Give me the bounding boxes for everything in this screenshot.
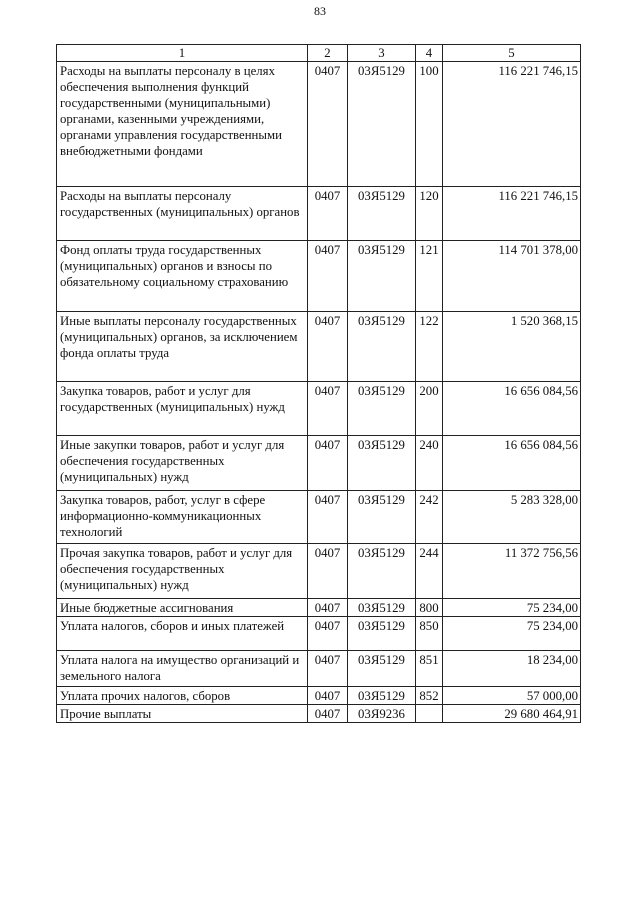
row-section: 0407 (308, 617, 348, 651)
row-amount: 18 234,00 (443, 651, 581, 687)
row-amount: 11 372 756,56 (443, 544, 581, 599)
table-row (57, 382, 581, 436)
row-section: 0407 (308, 382, 348, 436)
row-name: Закупка товаров, работ и услуг для государственных (муниципальных) нужд (57, 382, 308, 436)
row-name: Иные выплаты персоналу государственных (муниципальных) органов, за исключением фонда оплаты труда (57, 312, 308, 382)
row-article: 03Я5129 (348, 651, 416, 687)
row-article: 03Я9236 (348, 705, 416, 723)
row-section: 0407 (308, 687, 348, 705)
row-type: 200 (416, 382, 443, 436)
row-amount: 5 283 328,00 (443, 491, 581, 544)
row-article: 03Я5129 (348, 436, 416, 491)
table-row (57, 687, 581, 705)
row-section: 0407 (308, 436, 348, 491)
row-name: Фонд оплаты труда государственных (муниципальных) органов и взносы по обязательному социальному страхованию (57, 241, 308, 312)
row-type: 244 (416, 544, 443, 599)
row-article: 03Я5129 (348, 241, 416, 312)
row-name: Прочая закупка товаров, работ и услуг для обеспечения государственных (муниципальных) нужд (57, 544, 308, 599)
row-section: 0407 (308, 62, 348, 187)
row-type (416, 705, 443, 723)
row-name: Иные бюджетные ассигнования (57, 599, 308, 617)
row-article: 03Я5129 (348, 62, 416, 187)
row-name: Уплата прочих налогов, сборов (57, 687, 308, 705)
row-article: 03Я5129 (348, 617, 416, 651)
row-name: Расходы на выплаты персоналу государственных (муниципальных) органов (57, 187, 308, 241)
row-amount: 114 701 378,00 (443, 241, 581, 312)
row-name: Прочие выплаты (57, 705, 308, 723)
row-type: 240 (416, 436, 443, 491)
table-row (57, 617, 581, 651)
table-header-row (57, 45, 581, 62)
column-header-type: 4 (416, 45, 443, 62)
row-section: 0407 (308, 651, 348, 687)
row-name: Уплата налогов, сборов и иных платежей (57, 617, 308, 651)
row-article: 03Я5129 (348, 312, 416, 382)
row-article: 03Я5129 (348, 599, 416, 617)
row-amount: 75 234,00 (443, 617, 581, 651)
table-row (57, 705, 581, 723)
table-row (57, 312, 581, 382)
row-section: 0407 (308, 544, 348, 599)
row-type: 121 (416, 241, 443, 312)
row-section: 0407 (308, 241, 348, 312)
table-row (57, 599, 581, 617)
row-section: 0407 (308, 312, 348, 382)
table-row (57, 491, 581, 544)
row-type: 851 (416, 651, 443, 687)
row-article: 03Я5129 (348, 382, 416, 436)
row-type: 852 (416, 687, 443, 705)
row-name: Уплата налога на имущество организаций и земельного налога (57, 651, 308, 687)
row-article: 03Я5129 (348, 491, 416, 544)
table-row (57, 651, 581, 687)
table-row (57, 544, 581, 599)
table-row (57, 436, 581, 491)
row-type: 120 (416, 187, 443, 241)
row-section: 0407 (308, 705, 348, 723)
row-amount: 57 000,00 (443, 687, 581, 705)
row-type: 850 (416, 617, 443, 651)
row-name: Иные закупки товаров, работ и услуг для обеспечения государственных (муниципальных) нужд (57, 436, 308, 491)
budget-table (56, 44, 581, 723)
page-number: 83 (314, 4, 326, 18)
table-row (57, 187, 581, 241)
row-type: 100 (416, 62, 443, 187)
row-article: 03Я5129 (348, 687, 416, 705)
row-section: 0407 (308, 491, 348, 544)
row-type: 122 (416, 312, 443, 382)
row-amount: 116 221 746,15 (443, 62, 581, 187)
table-row (57, 241, 581, 312)
column-header-section: 2 (308, 45, 348, 62)
row-amount: 116 221 746,15 (443, 187, 581, 241)
row-amount: 16 656 084,56 (443, 436, 581, 491)
row-name: Закупка товаров, работ, услуг в сфере информационно-коммуникационных технологий (57, 491, 308, 544)
row-name: Расходы на выплаты персоналу в целях обеспечения выполнения функций государственными (муниципальными) органами, казенными учреждениями, органами управления государственными внебюджетными фондами (57, 62, 308, 187)
row-amount: 1 520 368,15 (443, 312, 581, 382)
column-header-name: 1 (57, 45, 308, 62)
row-type: 242 (416, 491, 443, 544)
row-amount: 75 234,00 (443, 599, 581, 617)
row-article: 03Я5129 (348, 544, 416, 599)
column-header-amount: 5 (443, 45, 581, 62)
row-section: 0407 (308, 187, 348, 241)
row-amount: 29 680 464,91 (443, 705, 581, 723)
row-section: 0407 (308, 599, 348, 617)
row-amount: 16 656 084,56 (443, 382, 581, 436)
column-header-article: 3 (348, 45, 416, 62)
table-row (57, 62, 581, 187)
row-type: 800 (416, 599, 443, 617)
row-article: 03Я5129 (348, 187, 416, 241)
